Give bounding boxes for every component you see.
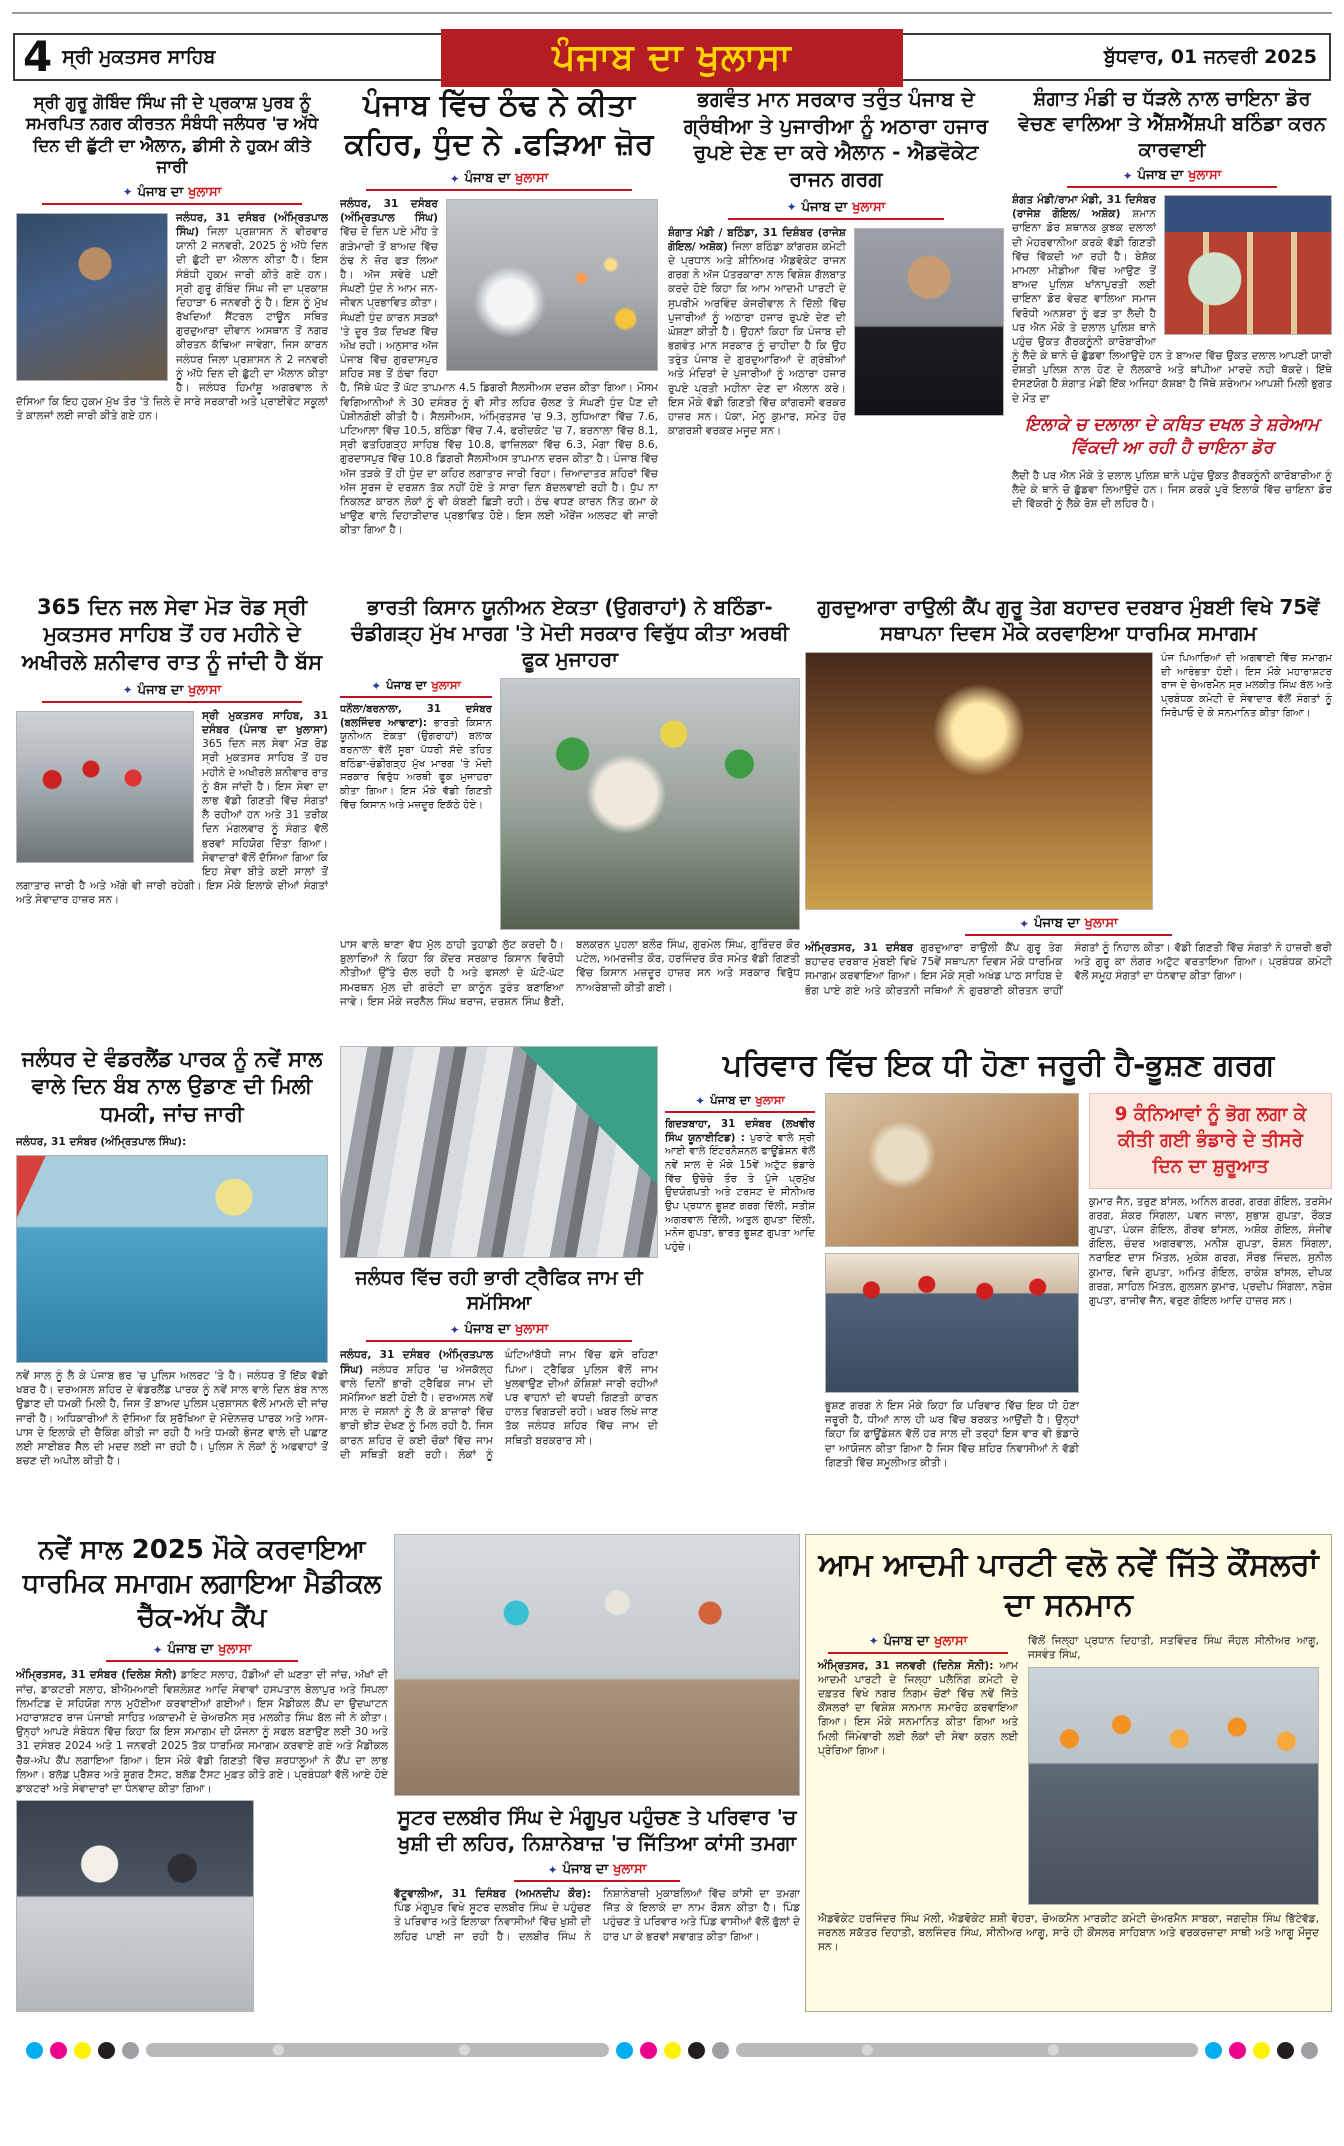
photo-family-ceremony	[825, 1093, 1079, 1247]
registration-dot-yellow	[664, 2042, 681, 2059]
registration-dot-gray	[1301, 2042, 1318, 2059]
article-headline: 365 ਦਿਨ ਜਲ ਸੇਵਾ ਮੋੜ ਰੋਡ ਸ੍ਰੀ ਮੁਕਤਸਰ ਸਾਹਿਬ ਤੋਂ ਹਰ ਮਹੀਨੇ ਦੇ ਅਖੀਰਲੇ ਸ਼ਨੀਵਾਰ ਰਾਤ ਨੂੰ ਜਾਂਦੀ ਹੈ ਬੱਸ	[21, 595, 323, 674]
body-text: ਨਵੇਂ ਸਾਲ ਨੂੰ ਲੈ ਕੇ ਪੰਜਾਬ ਭਰ 'ਚ ਪੁਲਿਸ ਅਲਰਟ 'ਤੇ ਹੈ। ਜਲੰਧਰ ਤੋਂ ਇੱਕ ਵੱਡੀ ਖਬਰ ਹੈ। ਦਰਅਸਲ ਸ਼ਹਿਰ ਦੇ ਵੰਡਰਲੈਂਡ ਪਾਰਕ ਨੂੰ ਨਵੇਂ ਸਾਲ ਵਾਲੇ ਦਿਨ ਬੰਬ ਨਾਲ ਉਡਾਣ ਦੀ ਧਮਕੀ ਮਿਲੀ ਹੈ, ਜਿਸ ਤੋਂ ਬਾਅਦ ਪੁਲਿਸ ਪ੍ਰਸ਼ਾਸਨ ਵੱਲੋਂ ਮਾਮਲੇ ਦੀ ਜਾਂਚ ਜਾਰੀ ਹੈ। ਅਧਿਕਾਰੀਆਂ ਨੇ ਦੱਸਿਆ ਕਿ ਸੁਰੱਖਿਆ ਦੇ ਮੱਦੇਨਜ਼ਰ ਪਾਰਕ ਅਤੇ ਆਸ-ਪਾਸ ਦੇ ਇਲਾਕੇ ਦੀ ਚੈਕਿੰਗ ਕੀਤੀ ਜਾ ਰਹੀ ਹੈ ਅਤੇ ਧਮਕੀ ਭੇਜਣ ਵਾਲੇ ਦੀ ਪਛਾਣ ਲਈ ਸਾਈਬਰ ਸੈੱਲ ਦੀ ਮਦਦ ਲਈ ਜਾ ਰਹੀ ਹੈ। ਪੁਲਿਸ ਨੇ ਲੋਕਾਂ ਨੂੰ ਅਫਵਾਹਾਂ ਤੋਂ ਬਚਣ ਦੀ ਅਪੀਲ ਕੀਤੀ ਹੈ।	[16, 1370, 328, 1468]
brand-star-icon: ✦	[547, 1862, 558, 1877]
photo-dc-official	[16, 213, 168, 381]
registration-bar	[736, 2043, 1199, 2057]
brand-name-red: ਖੁਲਾਸਾ	[431, 678, 461, 692]
brand-star-icon: ✦	[122, 683, 133, 698]
photo-china-dor-spools	[1164, 195, 1332, 335]
byline-brand	[514, 1862, 680, 1882]
photo-fog-traffic	[446, 199, 658, 371]
body-text-side: ਪੰਜ ਪਿਆਰਿਆਂ ਦੀ ਅਗਵਾਈ ਵਿੱਚ ਸਮਾਗਮ ਦੀ ਆਰੰਭਤਾ ਹੋਈ। ਇਸ ਮੌਕੇ ਮਹਾਰਾਸ਼ਟਰ ਰਾਜ ਦੇ ਚੇਅਰਮੈਨ ਸ੍ਰ ਮਲਕੀਤ ਸਿੰਘ ਬੱਲ ਅਤੇ ਪ੍ਰਬੰਧਕ ਕਮੇਟੀ ਦੇ ਸੇਵਾਦਾਰ ਵੱਲੋਂ ਸੰਗਤਾਂ ਨੂੰ ਸਿਰੋਪਾਓ ਦੇ ਕੇ ਸਨਮਾਨਿਤ ਕੀਤਾ ਗਿਆ।	[1161, 653, 1332, 719]
article-headline: ਭਗਵੰਤ ਮਾਨ ਸਰਕਾਰ ਤਰੁੰਤ ਪੰਜਾਬ ਦੇ ਗ੍ਰੰਥੀਆ ਤੇ ਪੁਜਾਰੀਆ ਨੂੰ ਅਠਾਰਾ ਹਜਾਰ ਰੁਪਏ ਦੇਣ ਦਾ ਕਰੇ ਐਲਾਨ - ਐਡਵੋਕੇਟ ਰਾਜਨ ਗਰਗ	[683, 87, 989, 191]
dateline: ਅੰਮ੍ਰਿਤਸਰ, 31 ਦਸੰਬਰ	[805, 942, 914, 954]
dateline: ਵੱਟੂਵਾਲੀਆ, 31 ਦਿਸੰਬਰ (ਅਮਨਦੀਪ ਕੌਰ):	[394, 1888, 591, 1900]
registration-dot-gray	[122, 2042, 139, 2059]
pull-quote: ਇਲਾਕੇ ਚ ਦਲਾਲਾ ਦੇ ਕਥਿਤ ਦਖਲ ਤੇ ਸ਼ਰੇਆਮ ਵਿੱਕਦੀ ਆ ਰਹੀ ਹੈ ਚਾਇਨਾ ਡੋਰ	[1025, 414, 1319, 459]
highlight-box	[1089, 1093, 1332, 1189]
body-text-bottom: ਗੁਰਦੁਆਰਾ ਰਾਉਲੀ ਕੈਂਪ ਗੁਰੂ ਤੇਗ ਬਹਾਦਰ ਦਰਬਾਰ ਮੁੰਬਈ ਵਿਖੇ 75ਵੇਂ ਸਥਾਪਨਾ ਦਿਵਸ ਮੌਕੇ ਧਾਰਮਿਕ ਸਮਾਗਮ ਕਰਵਾਇਆ ਗਿਆ। ਇਸ ਮੌਕੇ ਸ੍ਰੀ ਅਖੰਡ ਪਾਠ ਸਾਹਿਬ ਦੇ ਭੋਗ ਪਾਏ ਗਏ ਅਤੇ ਕੀਰਤਨੀ ਜਥਿਆਂ ਨੇ ਗੁਰਬਾਣੀ ਕੀਰਤਨ ਰਾਹੀਂ ਸੰਗਤਾਂ ਨੂੰ ਨਿਹਾਲ ਕੀਤਾ। ਵੱਡੀ ਗਿਣਤੀ ਵਿੱਚ ਸੰਗਤਾਂ ਨੇ ਹਾਜ਼ਰੀ ਭਰੀ ਅਤੇ ਗੁਰੂ ਕਾ ਲੰਗਰ ਅਟੁੱਟ ਵਰਤਾਇਆ ਗਿਆ। ਪ੍ਰਬੰਧਕ ਕਮੇਟੀ ਵੱਲੋਂ ਸਮੂਹ ਸੰਗਤਾਂ ਦਾ ਧੰਨਵਾਦ ਕੀਤਾ ਗਿਆ।	[805, 942, 1332, 997]
photo-shooter-family-group	[394, 1534, 800, 1796]
body-text: ਜਿਲਾ ਬਠਿੰਡਾ ਕਾਂਗਰਸ਼ ਕਮੇਟੀ ਦੇ ਪ੍ਰਧਾਨ ਅਤੇ ਸ਼ੀਨਿਅਰ ਐਡਵੋਕੇਟ ਰਾਜਨ ਗਰਗ ਨੇ ਅੱਜ ਪੱਤਰਕਾਰਾ ਨਾਲ ਵਿਸ਼ੇਸ਼ ਗੱਲਬਾਤ ਕਰਦੇ ਹੋਏ ਕਿਹਾ ਕਿ ਆਮ ਆਦਮੀ ਪਾਰਟੀ ਦੇ ਸੁਪਰੀਮੋ ਅਰਵਿੰਦ ਕੇਜਰੀਵਾਲ ਨੇ ਦਿੱਲੀ ਵਿੱਚ ਪੁਜਾਰੀਆਂ ਨੂੰ ਅਠਾਰਾ ਹਜਾਰ ਰੁਪਏ ਦੇਣ ਦੀ ਘੋਸ਼ਣਾ ਕੀਤੀ ਹੈ। ਉਹਨਾਂ ਕਿਹਾ ਕਿ ਪੰਜਾਬ ਦੀ ਭਗਵੰਤ ਮਾਨ ਸਰਕਾਰ ਨੂੰ ਚਾਹੀਦਾ ਹੈ ਕਿ ਉਹ ਤਰੁੰਤ ਪੰਜਾਬ ਦੇ ਗੁਰਦੁਆਰਿਆਂ ਦੇ ਗ੍ਰੰਥੀਆਂ ਅਤੇ ਮੰਦਿਰਾਂ ਦੇ ਪੁਜਾਰੀਆਂ ਨੂੰ ਅਠਾਰਾ ਹਜਾਰ ਰੁਪਏ ਪ੍ਰਤੀ ਮਹੀਨਾ ਦੇਣ ਦਾ ਐਲਾਨ ਕਰੇ। ਇਸ ਮੌਕੇ ਵੱਡੀ ਗਿਣਤੀ ਵਿੱਚ ਕਾਂਗਰਸੀ ਵਰਕਰ ਹਾਜ਼ਰ ਸਨ।	[668, 240, 846, 423]
article-cold-wave	[340, 86, 658, 584]
body-text: 365 ਦਿਨ ਜਲ ਸੇਵਾ ਮੋੜ ਰੋਡ ਸ੍ਰੀ ਮੁਕਤਸਰ ਸਾਹਿਬ ਤੋਂ ਹਰ ਮਹੀਨੇ ਦੇ ਅਖੀਰਲੇ ਸ਼ਨੀਵਾਰ ਰਾਤ ਨੂੰ ਬੱਸ ਜਾਂਦੀ ਹੈ। ਇਸ ਸੇਵਾ ਦਾ ਲਾਭ ਵੱਡੀ ਗਿਣਤੀ ਵਿੱਚ ਸੰਗਤਾਂ ਲੈ ਰਹੀਆਂ ਹਨ ਅਤੇ 31 ਤਰੀਕ ਦਿਨ ਮੰਗਲਵਾਰ ਨੂੰ ਸੰਗਤ ਵੱਲੋਂ ਭਰਵਾਂ ਸਹਿਯੋਗ ਦਿੱਤਾ ਗਿਆ। ਸੇਵਾਦਾਰਾਂ ਵੱਲੋਂ ਦੱਸਿਆ ਗਿਆ ਕਿ ਇਹ ਸੇਵਾ ਬੀਤੇ ਕਈ ਸਾਲਾਂ ਤੋਂ ਲਗਾਤਾਰ ਜਾਰੀ ਹੈ ਅਤੇ ਅੱਗੇ ਵੀ ਜਾਰੀ ਰਹੇਗੀ। ਇਸ ਮੌਕੇ ਇਲਾਕੇ ਦੀਆਂ ਸੰਗਤਾਂ ਅਤੇ ਸੇਵਾਦਾਰ ਹਾਜ਼ਰ ਸਨ।	[16, 738, 328, 907]
highlight-box-title: 9 ਕੰਨਿਆਵਾਂ ਨੂੰ ਭੋਗ ਲਗਾ ਕੇ ਕੀਤੀ ਗਈ ਭੰਡਾਰੇ ਦੇ ਤੀਸਰੇ ਦਿਨ ਦਾ ਸ਼ੁਰੂਆਤ	[1114, 1104, 1307, 1177]
brand-star-icon: ✦	[1122, 168, 1133, 183]
dateline: ਅੰਮ੍ਰਿਤਸਰ, 31 ਦਸੰਬਰ (ਦਿਲੇਸ਼ ਸੋਨੀ)	[16, 1669, 177, 1682]
brand-name-black: ਪੰਜਾਬ ਦਾ	[1137, 168, 1184, 184]
article-headline: ਜਲੰਧਰ ਵਿੱਚ ਰਹੀ ਭਾਰੀ ਟ੍ਰੈਫਿਕ ਜਾਮ ਦੀ ਸਮੱਸਿਆ	[355, 1267, 643, 1314]
article-headline: ਨਵੇਂ ਸਾਲ 2025 ਮੌਕੇ ਕਰਵਾਇਆ ਧਾਰਮਿਕ ਸਮਾਗਮ ਲਗਾਇਆ ਮੈਡੀਕਲ ਚੈੱਕ-ਅੱਪ ਕੈਂਪ	[22, 1535, 382, 1633]
dateline: ਸ਼ੰਗਾਤ ਮੰਡੀ / ਬਠਿੰਡਾ, 31 ਦਿਸ਼ੰਬਰ (ਰਾਜੇਸ਼ ਗੋਇਲ/ ਅਸ਼ੋਕ)	[668, 226, 846, 253]
brand-name-black: ਪੰਜਾਬ ਦਾ	[801, 199, 848, 215]
brand-name-red: ਖੁਲਾਸਾ	[755, 1093, 785, 1107]
body-text-left: ਭਾਰਤੀ ਕਿਸਾਨ ਯੂਨੀਅਨ ਏਕਤਾ (ਉਗਰਾਹਾਂ) ਬਲਾਕ ਬਰਨਾਲਾ ਵੱਲੋਂ ਸੂਬਾ ਪੱਧਰੀ ਸੱਦੇ ਤਹਿਤ ਬਠਿੰਡਾ-ਚੰਡੀਗੜ੍ਹ ਮੁੱਖ ਮਾਰਗ 'ਤੇ ਮੋਦੀ ਸਰਕਾਰ ਵਿਰੁੱਧ ਅਰਥੀ ਫੂਕ ਮੁਜਾਹਰਾ ਕੀਤਾ ਗਿਆ। ਇਸ ਮੌਕੇ ਵੱਡੀ ਗਿਣਤੀ ਵਿੱਚ ਕਿਸਾਨ ਅਤੇ ਮਜ਼ਦੂਰ ਇਕੱਠੇ ਹੋਏ।	[340, 717, 492, 811]
registration-dot-black	[1277, 2042, 1294, 2059]
photo-aap-councillors	[1028, 1667, 1319, 1905]
photo-medical-camp-group	[16, 1800, 254, 2012]
page-number: 4	[23, 32, 53, 82]
print-registration-marks	[26, 2040, 1318, 2060]
byline-brand	[665, 1093, 815, 1113]
brand-name-red: ਖੁਲਾਸਾ	[188, 682, 222, 698]
article-medical-camp	[16, 1534, 388, 2012]
body-text: ਜਿਲਾ ਪ੍ਰਸ਼ਾਸਨ ਨੇ ਵੀਰਵਾਰ ਯਾਨੀ 2 ਜਨਵਰੀ, 2025 ਨੂੰ ਅੱਧੇ ਦਿਨ ਦੀ ਛੁੱਟੀ ਦਾ ਐਲਾਨ ਕੀਤਾ ਹੈ। ਇਸ ਸੰਬੰਧੀ ਹੁਕਮ ਜਾਰੀ ਕੀਤੇ ਗਏ ਹਨ। ਸ੍ਰੀ ਗੁਰੂ ਗੋਬਿੰਦ ਸਿੰਘ ਜੀ ਦਾ ਪ੍ਰਕਾਸ਼ ਦਿਹਾੜਾ 6 ਜਨਵਰੀ ਨੂੰ ਹੈ। ਇਸ ਨੂੰ ਮੁੱਖ ਰੱਖਦਿਆਂ ਸੈਂਟਰਲ ਟਾਊਨ ਸਥਿਤ ਗੁਰਦੁਆਰਾ ਦੀਵਾਨ ਅਸਥਾਨ ਤੋਂ ਨਗਰ ਕੀਰਤਨ ਕੱਢਿਆ ਜਾਵੇਗਾ, ਜਿਸ ਕਾਰਨ ਜਲੰਧਰ ਜਿਲਾ ਪ੍ਰਸ਼ਾਸਨ ਨੇ 2 ਜਨਵਰੀ ਨੂੰ ਅੱਧੇ ਦਿਨ ਦੀ ਛੁੱਟੀ ਦਾ ਐਲਾਨ ਕੀਤਾ ਹੈ। ਜਲੰਧਰ ਹਿਮਾਂਸ਼ੂ ਅਗਰਵਾਲ ਨੇ ਦੱਸਿਆ ਕਿ ਇਹ ਹੁਕਮ ਮੁੱਖ ਤੌਰ 'ਤੇ ਜ਼ਿਲੇ ਦੇ ਸਾਰੇ ਸਰਕਾਰੀ ਅਤੇ ਪ੍ਰਾਈਵੇਟ ਸਕੂਲਾਂ ਤੇ ਕਾਲਜਾਂ ਲਈ ਜਾਰੀ ਕੀਤੇ ਗਏ ਹਨ।	[16, 225, 328, 423]
article-headline: ਭਾਰਤੀ ਕਿਸਾਨ ਯੂਨੀਅਨ ਏਕਤਾ (ਉਗਰਾਹਾਂ) ਨੇ ਬਠਿੰਡਾ-ਚੰਡੀਗੜ੍ਹ ਮੁੱਖ ਮਾਰਗ 'ਤੇ ਮੋਦੀ ਸਰਕਾਰ ਵਿਰੁੱਧ ਕੀਤਾ ਅਰਥੀ ਫੂਕ ਮੁਜਾਹਰਾ	[351, 595, 789, 671]
brand-name-red: ਖੁਲਾਸਾ	[852, 199, 886, 215]
body-text-bottom: ਐਡਵੋਕੇਟ ਹਰਜਿੰਦਰ ਸਿੰਘ ਮੱਲੀ, ਐਡਵੋਕੇਟ ਸ਼ਸ਼ੀ ਵੋਹਰਾ, ਚੋਅਕਮੈਨ ਮਾਰਕੀਟ ਕਮੇਟੀ ਚੇਅਰਮੈਨ ਸਾਬਕਾ, ਜਗਦੀਸ਼ ਸਿੰਘ ਭਿੱਟੇਵੱਡ, ਜਰਨਲ ਸਕੱਤਰ ਦਿਹਾਤੀ, ਬਲਜਿੰਦਰ ਸਿੰਘ, ਸੀਨੀਅਰ ਆਗੂ, ਸਾਰੇ ਹੀ ਕੌਂਸਲਰ ਸਾਹਿਬਾਨ ਅਤੇ ਵਰਕਰਜ਼ਾਦਾ ਸਾਥੀ ਅਤੇ ਆਗੂ ਮੌਜੂਦ ਸਨ।	[818, 1912, 1319, 1954]
brand-star-icon: ✦	[449, 1322, 460, 1337]
body-text-bottom: ਭੂਸ਼ਣ ਗਰਗ ਨੇ ਇਸ ਮੌਕੇ ਕਿਹਾ ਕਿ ਪਰਿਵਾਰ ਵਿੱਚ ਇਕ ਧੀ ਹੋਣਾ ਜਰੂਰੀ ਹੈ, ਧੀਆਂ ਨਾਲ ਹੀ ਘਰ ਵਿੱਚ ਬਰਕਤ ਆਉਂਦੀ ਹੈ। ਉਨ੍ਹਾਂ ਕਿਹਾ ਕਿ ਫਾਊਂਡੇਸ਼ਨ ਵੱਲੋਂ ਹਰ ਸਾਲ ਦੀ ਤਰ੍ਹਾਂ ਇਸ ਵਾਰ ਵੀ ਭੰਡਾਰੇ ਦਾ ਆਯੋਜਨ ਕੀਤਾ ਗਿਆ ਹੈ ਜਿਸ ਵਿੱਚ ਸ਼ਹਿਰ ਨਿਵਾਸੀਆਂ ਨੇ ਵੱਡੀ ਗਿਣਤੀ ਵਿੱਚ ਸ਼ਮੂਲੀਅਤ ਕੀਤੀ।	[825, 1400, 1079, 1469]
registration-dot-black	[98, 2042, 115, 2059]
brand-star-icon: ✦	[695, 1093, 706, 1108]
brand-star-icon: ✦	[449, 171, 460, 186]
registration-dot-cyan	[1205, 2042, 1222, 2059]
brand-name-red: ਖੁਲਾਸਾ	[218, 1642, 252, 1658]
body-text-left: ਪੁਰਾਣੇ ਵਾਲੇ ਸ੍ਰੀ ਆਈ ਵਾਲੇ ਇੰਟਰਨੈਸ਼ਨਲ ਫਾਊਂਡੇਸ਼ਨ ਵੱਲੋਂ ਨਵੇਂ ਸਾਲ ਦੇ ਮੌਕੇ 15ਵੇਂ ਅਟੁੱਟ ਭੰਡਾਰੇ ਵਿੱਚ ਉਚੇਚੇ ਤੌਰ ਤੇ ਪੁੱਜੇ ਪ੍ਰਮੁੱਖ ਉਦਯੋਗਪਤੀ ਅਤੇ ਟਰਸਟ ਦੇ ਸੀਨੀਅਰ ਉਪ ਪ੍ਰਧਾਨ ਭੂਸ਼ਣ ਗਰਗ ਦਿੱਲੀ, ਸਤੀਸ਼ ਅਗਰਵਾਲ ਦਿੱਲੀ, ਅਤੁਲ ਗੁਪਤਾ ਦਿੱਲੀ, ਮਨੋਜ ਗੁਪਤਾ, ਭਾਰਤ ਭੂਸ਼ਣ ਗੁਪਤਾ ਆਦਿ ਪਹੁੰਚੇ।	[665, 1132, 815, 1254]
article-headline: ਆਮ ਆਦਮੀ ਪਾਰਟੀ ਵਲੋ ਨਵੇਂ ਜਿੱਤੇ ਕੌਂਸਲਰਾਂ ਦਾ ਸਨਮਾਨ	[818, 1547, 1319, 1624]
body-text: ਸ਼ਮਾਨ ਚਾਇਨਾ ਡੋਰ ਸ਼ਥਾਨਕ ਕੁਝਕ ਦਲਾਲਾਂ ਦੀ ਮੇਹਰਵਾਨੀਆ ਕਰਕੇ ਵੱਡੀ ਗਿਣਤੀ ਵਿੱਚ ਵਿੱਕਦੀ ਆ ਰਹੀ ਹੈ। ਬੇਸ਼ੱਕ ਮਾਮਲਾ ਮੀਡੀਆ ਵਿੱਚ ਆਉਣ ਤੋਂ ਬਾਅਦ ਪੁਲਿਸ਼ ਖਾਂਨਾਪੁਰਤੀ ਲਈ ਚਾਇਨਾ ਡੋਰ ਵੇਚਣ ਵਾਲਿਆ ਸਮਾਜ ਵਿਰੋਧੀ ਅਨਸ਼ਰਾ ਨੂੰ ਫੜ ਤਾ ਲੈਦੀ ਹੈ ਪਰ ਐਨ ਮੌਕੇ ਤੇ ਦਲਾਲ ਪੁਲਿਸ਼ ਥਾਨੇ ਪਹੁੰਚ ਉਕਤ ਗੈਰਕਨੂੰਨੀ ਕਾਰੋਬਾਰੀਆ ਨੂੰ ਲੈਦੇ ਕੇ ਥਾਨੇ ਚੋ ਛੁੱਡਵਾ ਲਿਆਉਦੇ ਹਨ ਤੇ ਬਾਅਦ ਵਿੱਚ ਉਕਤ ਦਲਾਲ ਆਪਣੀ ਯਾਰੀ ਦੋਸ਼ਤੀ ਪੁਲਿਸ਼ ਨਾਲ ਹੋਣ ਦੇ ਲੱਲਕਾਰੇ ਅਤੇ ਥਾਂਪੀਆ ਮਾਰਦੇ ਨਹੀ ਥੱਕਦੇ। ਇੱਥੇ ਦੱਸਣਯੋਗ ਹੈ ਸ਼ੰਗਾਤ ਮੰਡੀ ਇੱਕ ਅਜਿਹਾ ਕੱਸ਼ਬਾ ਹੈ ਜਿੱਥੇ ਸ਼ਰੇਆਮ ਆਪਸ਼ੀ ਮਿਲੀ ਭੁਗਤ ਦੇ ਮੌਤ ਦਾ	[1012, 208, 1332, 405]
dateline: ਗਿਦੜਬਾਹਾ, 31 ਦਸੰਬਰ (ਲਖਵੀਰ ਸਿੰਘ ਯੂਨਾਈਟਿਡ) :	[665, 1119, 815, 1144]
dateline: ਜਲੰਧਰ, 31 ਦਸੰਬਰ (ਅੰਮ੍ਰਿਤਪਾਲ ਸਿੰਘ)	[340, 1349, 493, 1376]
article-gurdwara-mumbai	[805, 594, 1332, 1036]
brand-name-black: ਪੰਜਾਬ ਦਾ	[1034, 916, 1080, 931]
brand-star-icon: ✦	[868, 1634, 879, 1649]
dateline: ਜਲੰਧਰ, 31 ਦਸੰਬਰ (ਅੰਮ੍ਰਿਤਪਾਲ ਸਿੰਘ)	[176, 211, 328, 238]
newspaper-title-banner: ਪੰਜਾਬ ਦਾ ਖੁਲਾਸਾ	[441, 29, 903, 87]
byline-brand	[106, 1642, 298, 1662]
byline-brand	[42, 683, 302, 703]
registration-dot-black	[688, 2042, 705, 2059]
dateline: ਸ਼ੰਗਤ ਮੰਡੀ/ਰਾਮਾ ਮੰਡੀ, 31 ਦਿਸੰਬਰ (ਰਾਜੇਸ਼ ਗੋਇਲ/ ਅਸ਼ੋਕ)	[1012, 194, 1156, 221]
body-text-end: ਪੱਕਾ, ਮੋਨੂ ਕੁਮਾਰ, ਸਮੇਤ ਹੋਰ ਕਾਗਰਸ਼ੀ ਵਰਕਰ ਮਜੂਦ ਸਨ।	[668, 411, 846, 438]
photo-red-caps-group	[825, 1253, 1079, 1393]
body-text: ਜਲੰਧਰ ਸ਼ਹਿਰ 'ਚ ਅੱਜਕੱਲ੍ਹ ਵਾਲੇ ਦਿਨੀਂ ਭਾਰੀ ਟ੍ਰੈਫਿਕ ਜਾਮ ਦੀ ਸਮੱਸਿਆ ਬਣੀ ਹੋਈ ਹੈ। ਦਰਅਸਲ ਨਵੇਂ ਸਾਲ ਦੇ ਜਸ਼ਨਾਂ ਨੂੰ ਲੈ ਕੇ ਬਾਜ਼ਾਰਾਂ ਵਿੱਚ ਭਾਰੀ ਭੀੜ ਦੇਖਣ ਨੂੰ ਮਿਲ ਰਹੀ ਹੈ, ਜਿਸ ਕਾਰਨ ਸ਼ਹਿਰ ਦੇ ਕਈ ਚੌਕਾਂ ਵਿੱਚ ਜਾਮ ਦੀ ਸਥਿਤੀ ਬਣੀ ਰਹੀ। ਲੋਕਾਂ ਨੂੰ ਘੰਟਿਆਂਬੱਧੀ ਜਾਮ ਵਿੱਚ ਫਸੇ ਰਹਿਣਾ ਪਿਆ। ਟ੍ਰੈਫਿਕ ਪੁਲਿਸ ਵੱਲੋਂ ਜਾਮ ਖੁਲਵਾਉਣ ਦੀਆਂ ਕੋਸ਼ਿਸ਼ਾਂ ਜਾਰੀ ਰਹੀਆਂ ਪਰ ਵਾਹਨਾਂ ਦੀ ਵਧਦੀ ਗਿਣਤੀ ਕਾਰਨ ਹਾਲਤ ਵਿਗੜਦੀ ਰਹੀ। ਖਬਰ ਲਿਖੇ ਜਾਣ ਤੱਕ ਜਲੰਧਰ ਸ਼ਹਿਰ ਵਿੱਚ ਜਾਮ ਦੀ ਸਥਿਤੀ ਬਰਕਰਾਰ ਸੀ।	[340, 1349, 658, 1461]
brand-name-black: ਪੰਜਾਬ ਦਾ	[883, 1633, 930, 1649]
article-bomb-threat	[16, 1046, 328, 1528]
byline-brand	[965, 916, 1172, 936]
registration-dot-cyan	[26, 2042, 43, 2059]
brand-star-icon: ✦	[152, 1642, 163, 1657]
brand-name-red: ਖੁਲਾਸਾ	[934, 1633, 968, 1649]
body-text-bottom: ਲੈਦੀ ਹੈ ਪਰ ਐਨ ਮੌਕੇ ਤੇ ਦਲਾਲ ਪੁਲਿਸ਼ ਥਾਨੇ ਪਹੁੰਚ ਉਕਤ ਗੈਰਕਨੂੰਨੀ ਕਾਰੋਬਾਰੀਆ ਨੂੰ ਲੈਦੇ ਕੇ ਥਾਨੇ ਚੋ ਛੁੱਡਵਾ ਲਿਆਉਦੇ ਹਨ। ਜਿਸ ਕਰਕੇ ਪੂਰੇ ਇਲਾਕੇ ਵਿੱਚ ਚਾਇਨਾ ਡੋਰ ਦੀ ਵਿੱਕਰੀ ਨੂੰ ਲੈਕੇ ਰੋਸ਼ ਦੀ ਲਹਿਰ ਹੈ।	[1012, 470, 1332, 511]
brand-name-black: ਪੰਜਾਬ ਦਾ	[137, 184, 184, 200]
byline-brand	[366, 171, 632, 191]
top-rule	[12, 12, 1332, 14]
article-aap-honour	[805, 1534, 1332, 2012]
brand-star-icon: ✦	[371, 678, 382, 693]
byline-brand	[42, 185, 302, 205]
brand-name-black: ਪੰਜਾਬ ਦਾ	[137, 682, 184, 698]
registration-dot-yellow	[74, 2042, 91, 2059]
body-text-right: ਵਿੱਲੋਂ ਜਿਲ੍ਹਾ ਪ੍ਰਧਾਨ ਦਿਹਾਤੀ, ਸਤਵਿੰਦਰ ਸਿੰਘ ਜੌਹਲ ਸੀਨੀਅਰ ਆਗੂ, ਜਸਵੰਤ ਸਿੰਘ,	[1028, 1634, 1319, 1661]
article-headline: ਸੂਟਰ ਦਲਬੀਰ ਸਿੰਘ ਦੇ ਮੰਗੂਪੁਰ ਪਹੁੰਚਣ ਤੇ ਪਰਿਵਾਰ 'ਚ ਖੁਸ਼ੀ ਦੀ ਲਹਿਰ, ਨਿਸ਼ਾਨੇਬਾਜ਼ 'ਚ ਜਿੱਤਿਆ ਕਾਂਸੀ ਤਮਗਾ	[397, 1805, 797, 1855]
photo-traffic-jam	[340, 1046, 658, 1258]
brand-name-black: ਪੰਜਾਬ ਦਾ	[464, 171, 511, 186]
photo-farmer-protest	[500, 678, 800, 930]
registration-dot-cyan	[616, 2042, 633, 2059]
article-headline: ਜਲੰਧਰ ਦੇ ਵੰਡਰਲੈਂਡ ਪਾਰਕ ਨੂੰ ਨਵੇਂ ਸਾਲ ਵਾਲੇ ਦਿਨ ਬੰਬ ਨਾਲ ਉਡਾਣ ਦੀ ਮਿਲੀ ਧਮਕੀ, ਜਾਂਚ ਜਾਰੀ	[21, 1047, 323, 1126]
dateline: ਸ੍ਰੀ ਮੁਕਤਸਰ ਸਾਹਿਬ, 31 ਦਸੰਬਰ (ਪੰਜਾਬ ਦਾ ਖੁਲਾਸਾ)	[202, 709, 328, 737]
brand-name-red: ਖੁਲਾਸਾ	[515, 171, 549, 186]
article-rajan-garg	[668, 86, 1004, 584]
article-daughter-garg	[665, 1046, 1332, 1528]
article-headline: ਸ਼ੰਗਾਤ ਮੰਡੀ ਚ ਧੱੜਲੇ ਨਾਲ ਚਾਇਨਾ ਡੋਰ ਵੇਚਣ ਵਾਲਿਆ ਤੇ ਐੱਸ਼ਐੱਸ਼ਪੀ ਬਠਿੰਡਾ ਕਰਨ ਕਾਰਵਾਈ	[1018, 87, 1326, 161]
article-holiday	[16, 92, 328, 584]
registration-bar	[146, 2043, 609, 2057]
brand-star-icon: ✦	[786, 200, 797, 215]
article-bus-service	[16, 594, 328, 1036]
article-traffic-jam	[340, 1046, 658, 1528]
article-farmers-protest	[340, 594, 800, 1036]
dateline: ਅੰਮ੍ਰਿਤਸਰ, 31 ਜਨਵਰੀ (ਦਿਨੇਸ਼ ਸੋਨੀ):	[818, 1659, 994, 1672]
article-shooter	[394, 1534, 800, 2012]
article-china-dor	[1012, 86, 1332, 584]
body-text: ਡਾਇਟ ਸਲਾਹ, ਹੱਡੀਆਂ ਦੀ ਘਣਤਾ ਦੀ ਜਾਂਚ, ਅੱਖਾਂ ਦੀ ਜਾਂਚ, ਡਾਕਟਰੀ ਸਲਾਹ, ਬੀਐਮਆਈ ਵਿਸ਼ਲੇਸ਼ਣ ਆਦਿ ਸੇਵਾਵਾਂ ਹਸਪਤਾਲ ਬੇਲਾਪੁਰ ਅਤੇ ਸਿਪਲਾ ਲਿਮਟਿਡ ਦੇ ਸਹਿਯੋਗ ਨਾਲ ਮੁਹੱਈਆ ਕਰਵਾਈਆਂ ਗਈਆਂ। ਇਸ ਮੈਡੀਕਲ ਕੈਂਪ ਦਾ ਉਦਘਾਟਨ ਮਹਾਰਾਸ਼ਟਰ ਰਾਜ ਪੰਜਾਬੀ ਸਾਹਿਤ ਅਕਾਦਮੀ ਦੇ ਚੇਅਰਮੈਨ ਸ੍ਰ ਮਲਕੀਤ ਸਿੰਘ ਬੱਲ ਜੀ ਨੇ ਕੀਤਾ। ਉਨ੍ਹਾਂ ਆਪਣੇ ਸੰਬੋਧਨ ਵਿੱਚ ਕਿਹਾ ਕਿ ਇਸ ਸਮਾਗਮ ਦੀ ਯੋਜਨਾ ਨੂੰ ਸਫਲ ਬਣਾਉਣ ਲਈ 30 ਅਤੇ 31 ਦਸੰਬਰ 2024 ਅਤੇ 1 ਜਨਵਰੀ 2025 ਤੱਕ ਧਾਰਮਿਕ ਸਮਾਗਮ ਕਰਵਾਏ ਗਏ ਅਤੇ ਮੈਡੀਕਲ ਚੈੱਕ-ਅੱਪ ਕੈਂਪ ਲਗਾਇਆ ਗਿਆ। ਇਸ ਮੌਕੇ ਵੱਡੀ ਗਿਣਤੀ ਵਿੱਚ ਸ਼ਰਧਾਲੂਆਂ ਨੇ ਕੈਂਪ ਦਾ ਲਾਭ ਲਿਆ। ਬਲੱਡ ਪ੍ਰੈਸ਼ਰ ਅਤੇ ਸ਼ੂਗਰ ਟੈਸਟ, ਬਲੱਡ ਟੈਸਟ ਮੁਫ਼ਤ ਕੀਤੇ ਗਏ। ਪ੍ਰਬੰਧਕਾਂ ਵੱਲੋਂ ਆਏ ਹੋਏ ਡਾਕਟਰਾਂ ਅਤੇ ਸੇਵਾਦਾਰਾਂ ਦਾ ਧੰਨਵਾਦ ਕੀਤਾ ਗਿਆ।	[16, 1669, 388, 1795]
byline-brand	[1067, 168, 1277, 188]
byline-brand	[366, 1322, 632, 1342]
brand-name-black: ਪੰਜਾਬ ਦਾ	[710, 1093, 751, 1107]
brand-star-icon: ✦	[1019, 916, 1030, 931]
article-headline: ਸ੍ਰੀ ਗੁਰੂ ਗੋਬਿੰਦ ਸਿੰਘ ਜੀ ਦੇ ਪ੍ਰਕਾਸ਼ ਪੁਰਬ ਨੂੰ ਸਮਰਪਿਤ ਨਗਰ ਕੀਰਤਨ ਸੰਬੰਧੀ ਜਲੰਧਰ 'ਚ ਅੱਧੇ ਦਿਨ ਦੀ ਛੁੱਟੀ ਦਾ ਐਲਾਨ, ਡੀਸੀ ਨੇ ਹੁਕਮ ਕੀਤੇ ਜਾਰੀ	[25, 93, 319, 177]
registration-dot-yellow	[1253, 2042, 1270, 2059]
brand-name-red: ਖੁਲਾਸਾ	[613, 1862, 647, 1877]
photo-waterpark	[16, 1155, 328, 1363]
dateline: ਧਨੌਲਾ/ਬਰਨਾਲਾ, 31 ਦਸੰਬਰ (ਬਲਜਿੰਦਰ ਆਢਾਣਾ):	[340, 704, 492, 729]
brand-name-black: ਪੰਜਾਬ ਦਾ	[464, 1322, 511, 1338]
byline-brand	[828, 1634, 1008, 1654]
brand-name-black: ਪੰਜਾਬ ਦਾ	[167, 1642, 214, 1658]
brand-name-red: ਖੁਲਾਸਾ	[515, 1322, 549, 1338]
brand-name-red: ਖੁਲਾਸਾ	[1084, 916, 1118, 931]
photo-gurdwara-hall	[805, 652, 1153, 910]
photo-advocate-portrait	[854, 228, 1004, 416]
registration-dot-gray	[712, 2042, 729, 2059]
article-headline: ਗੁਰਦੁਆਰਾ ਰਾਉਲੀ ਕੈਂਪ ਗੁਰੂ ਤੇਗ ਬਹਾਦਰ ਦਰਬਾਰ ਮੁੰਬਈ ਵਿਖੇ 75ਵੇਂ ਸਥਾਪਨਾ ਦਿਵਸ ਮੌਕੇ ਕਰਵਾਇਆ ਧਾਰਮਿਕ ਸਮਾਗਮ	[817, 595, 1320, 645]
article-headline: ਪੰਜਾਬ ਵਿੱਚ ਠੰਢ ਨੇ ਕੀਤਾ ਕਹਿਰ, ਧੁੰਦ ਨੇ .ਫੜਿਆ ਜ਼ੋਰ	[344, 88, 654, 162]
names-list: ਕੁਮਾਰ ਜੈਨ, ਤਰੁਣ ਬਾਂਸਲ, ਅਨਿਲ ਗਰਗ, ਗਰਗ ਗੋਇਲ, ਤਰਸੇਮ ਗਰਗ, ਸ਼ੰਕਰ ਸਿੰਗਲਾ, ਪਵਨ ਜਾਲਾ, ਸੁਭਾਸ਼ ਗੁਪਤਾ, ਰੌਕੜ ਗੁਪਤਾ, ਪੰਕਜ ਗੋਇਲ, ਗੌਰਵ ਬਾਂਸਲ, ਅਸ਼ੋਕ ਗੋਇਲ, ਸੰਜੀਵ ਗੋਇਲ, ਚੰਦਰ ਅਗਰਵਾਲ, ਮਨੀਸ਼ ਗੁਪਤਾ, ਰੋਸ਼ਨ ਸਿੰਗਲਾ, ਨਰਾਇਣ ਦਾਸ ਮਿੱਤਲ, ਮੁਕੇਸ਼ ਗਰਗ, ਸੌਰਭ ਜਿੰਦਲ, ਸੁਨੀਲ ਕੁਮਾਰ, ਵਿਜੇ ਗੁਪਤਾ, ਅਮਿਤ ਗੋਇਲ, ਰਾਕੇਸ਼ ਬਾਂਸਲ, ਦੀਪਕ ਗਰਗ, ਸਾਹਿਲ ਮਿੱਤਲ, ਗੁਲਸ਼ਨ ਕੁਮਾਰ, ਪ੍ਰਦੀਪ ਸਿੰਗਲਾ, ਨਰੇਸ਼ ਗੁਪਤਾ, ਰਾਜੀਵ ਜੈਨ, ਵਰੁਣ ਗੋਇਲ ਆਦਿ ਹਾਜ਼ਰ ਸਨ।	[1089, 1195, 1332, 1307]
body-text: ਵਿੱਚ ਦੋ ਦਿਨ ਪਏ ਮੀਂਹ ਤੇ ਗੜੇਮਾਰੀ ਤੋਂ ਬਾਅਦ ਵਿੱਚ ਠੰਢ ਨੇ ਜ਼ੋਰ ਫੜ ਲਿਆ ਹੈ। ਅੱਜ ਸਵੇਰੇ ਪਈ ਸੰਘਣੀ ਧੁੰਦ ਨੇ ਆਮ ਜਨ-ਜੀਵਨ ਪ੍ਰਭਾਵਿਤ ਕੀਤਾ। ਸੰਘਣੀ ਧੁੰਦ ਕਾਰਨ ਸੜਕਾਂ 'ਤੇ ਦੂਰ ਤੱਕ ਦਿਖਣ ਵਿੱਚ ਔਖ ਰਹੀ। ਅਨੁਸਾਰ ਅੱਜ ਪੰਜਾਬ ਵਿੱਚ ਗੁਰਦਾਸਪੁਰ ਸ਼ਹਿਰ ਸਭ ਤੋਂ ਠੰਢਾ ਰਿਹਾ ਹੈ, ਜਿੱਥੇ ਘੱਟ ਤੋਂ ਘੱਟ ਤਾਪਮਾਨ 4.5 ਡਿਗਰੀ ਸੈਲਸੀਅਸ ਦਰਜ ਕੀਤਾ ਗਿਆ। ਮੌਸਮ ਵਿਗਿਆਨੀਆਂ ਨੇ 30 ਦਸੰਬਰ ਨੂੰ ਵੀ ਸੀਤ ਲਹਿਰ ਚੱਲਣ ਤੇ ਸੰਘਣੀ ਧੁੰਦ ਪੈਣ ਦੀ ਪੇਸ਼ੀਨਗੋਈ ਕੀਤੀ ਹੈ। ਸੈਲਸੀਅਸ, ਅੰਮ੍ਰਿਤਸਰ 'ਚ 9.3, ਲੁਧਿਆਣਾ ਵਿੱਚ 7.6, ਪਟਿਆਲਾ ਵਿੱਚ 10.5, ਬਠਿੰਡਾ ਵਿੱਚ 7.4, ਫਰੀਦਕੋਟ 'ਚ 7, ਬਰਨਾਲਾ ਵਿੱਚ 8.1, ਸ੍ਰੀ ਫਤਹਿਗੜ੍ਹ ਸਾਹਿਬ ਵਿੱਚ 10.8, ਫਾਜ਼ਿਲਕਾ ਵਿੱਚ 6.3, ਮੋਗਾ ਵਿੱਚ 8.6, ਗੁਰਦਾਸਪੁਰ ਵਿੱਚ 10.8 ਡਿਗਰੀ ਸੈਲਸੀਅਸ ਤਾਪਮਾਨ ਦਰਜ ਕੀਤਾ ਹੈ। ਪੰਜਾਬ ਵਿੱਚ ਅੱਜ ਤੜਕੇ ਤੋਂ ਹੀ ਧੁੰਦ ਦਾ ਕਹਿਰ ਲਗਾਤਾਰ ਜਾਰੀ ਰਿਹਾ। ਜ਼ਿਆਦਾਤਰ ਸ਼ਹਿਰਾਂ ਵਿੱਚ ਅੱਜ ਸੂਰਜ ਦੇ ਦਰਸ਼ਨ ਤੱਕ ਨਹੀਂ ਹੋਏ ਤੇ ਸਾਰਾ ਦਿਨ ਬੱਦਲਵਾਈ ਰਹੀ ਹੈ। ਧੁੱਪ ਨਾ ਨਿਕਲਣ ਕਾਰਨ ਲੋਕਾਂ ਨੂੰ ਵੀ ਕੰਬਣੀ ਛਿੜੀ ਰਹੀ। ਠੰਢ ਵਧਣ ਕਾਰਨ ਨਿੱਤ ਕਮਾ ਕੇ ਖਾਉਣ ਵਾਲੇ ਦਿਹਾੜੀਦਾਰ ਪ੍ਰਭਾਵਿਤ ਹੋਏ। ਇਸ ਲਈ ਔਰੇਂਜ ਅਲਰਟ ਵੀ ਜਾਰੀ ਕੀਤਾ ਗਿਆ ਹੈ।	[340, 226, 658, 537]
dateline: ਜਲੰਧਰ, 31 ਦਸੰਬਰ (ਅੰਮ੍ਰਿਤਪਾਲ ਸਿੰਘ)	[340, 198, 438, 225]
edition-name: ਸ੍ਰੀ ਮੁਕਤਸਰ ਸਾਹਿਬ	[62, 46, 216, 68]
photo-sangat-bus	[16, 711, 194, 863]
brand-star-icon: ✦	[122, 185, 133, 200]
issue-date: ਬੁੱਧਵਾਰ, 01 ਜਨਵਰੀ 2025	[1104, 46, 1317, 68]
byline-brand	[340, 678, 492, 698]
article-headline: ਪਰਿਵਾਰ ਵਿੱਚ ਇਕ ਧੀ ਹੋਣਾ ਜਰੂਰੀ ਹੈ-ਭੂਸ਼ਣ ਗਰਗ	[722, 1048, 1275, 1083]
dateline: ਜਲੰਧਰ, 31 ਦਸੰਬਰ (ਅੰਮ੍ਰਿਤਪਾਲ ਸਿੰਘ):	[16, 1135, 187, 1148]
byline-brand	[728, 200, 944, 220]
brand-name-red: ਖੁਲਾਸਾ	[1188, 168, 1222, 184]
brand-name-black: ਪੰਜਾਬ ਦਾ	[386, 678, 427, 692]
body-text-bottom: ਪਾਸ ਵਾਲੇ ਥਾਣਾ ਵੱਧ ਮੁੱਲ ਠਾਹੀ ਤੁਹਾਡੀ ਲੁੱਟ ਕਰਦੀ ਹੈ। ਬੁਲਾਰਿਆਂ ਨੇ ਕਿਹਾ ਕਿ ਕੇਂਦਰ ਸਰਕਾਰ ਕਿਸਾਨ ਵਿਰੋਧੀ ਨੀਤੀਆਂ ਉੱਤੇ ਚੱਲ ਰਹੀ ਹੈ ਅਤੇ ਫਸਲਾਂ ਦੇ ਘੱਟੋ-ਘੱਟ ਸਮਰਥਨ ਮੁੱਲ ਦੀ ਗਰੰਟੀ ਦਾ ਕਾਨੂੰਨ ਤੁਰੰਤ ਬਣਾਇਆ ਜਾਵੇ। ਇਸ ਮੌਕੇ ਜਰਨੈਲ ਸਿੰਘ ਥਰਾਜ, ਦਰਸ਼ਨ ਸਿੰਘ ਭੈਣੀ, ਬਲਕਰਨ ਪੁਹਲਾ ਬਲੌਰ ਸਿੰਘ, ਗੁਰਮੇਲ ਸਿੰਘ, ਗੁਰਿੰਦਰ ਕੌਰ ਪਟੇਲ, ਅਮਰਜੀਤ ਕੌਰ, ਹਰਜਿੰਦਰ ਕੌਰ ਸਮੇਤ ਵੱਡੀ ਗਿਣਤੀ ਵਿੱਚ ਕਿਸਾਨ ਮਜ਼ਦੂਰ ਹਾਜ਼ਰ ਸਨ ਅਤੇ ਸਰਕਾਰ ਵਿਰੁੱਧ ਨਾਅਰੇਬਾਜ਼ੀ ਕੀਤੀ ਗਈ।	[340, 939, 800, 1008]
brand-name-black: ਪੰਜਾਬ ਦਾ	[562, 1862, 609, 1877]
registration-dot-magenta	[640, 2042, 657, 2059]
masthead	[13, 33, 1331, 81]
body-text-left: ਆਮ ਆਦਮੀ ਪਾਰਟੀ ਦੇ ਜਿਲ੍ਹਾ ਪਲੈਨਿੰਗ ਕਮੇਟੀ ਦੇ ਦਫ਼ਤਰ ਵਿਖੇ ਨਗਰ ਨਿਗਮ ਚੋਣਾਂ ਵਿੱਚ ਨਵੇਂ ਜਿੱਤੇ ਕੌਂਸਲਰਾਂ ਦਾ ਵਿਸ਼ੇਸ਼ ਸਨਮਾਨ ਸਮਾਰੋਹ ਕਰਵਾਇਆ ਗਿਆ। ਇਸ ਮੌਕੇ ਸਨਮਾਨਿਤ ਕੀਤਾ ਗਿਆ ਅਤੇ ਮਿਲੀ ਜਿੰਮੇਵਾਰੀ ਲਈ ਲੋਕਾਂ ਦੀ ਸੇਵਾ ਕਰਨ ਲਈ ਪ੍ਰੇਰਿਆ ਗਿਆ।	[818, 1659, 1019, 1757]
brand-name-red: ਖੁਲਾਸਾ	[188, 184, 222, 200]
registration-dot-magenta	[1229, 2042, 1246, 2059]
registration-dot-magenta	[50, 2042, 67, 2059]
body-text: ਪਿੰਡ ਮੰਗੂਪੁਰ ਵਿਖੇ ਸੂਟਰ ਦਲਬੀਰ ਸਿੰਘ ਦੇ ਪਹੁੰਚਣ ਤੇ ਪਰਿਵਾਰ ਅਤੇ ਇਲਾਕਾ ਨਿਵਾਸੀਆਂ ਵਿੱਚ ਖੁਸ਼ੀ ਦੀ ਲਹਿਰ ਪਾਈ ਜਾ ਰਹੀ ਹੈ। ਦਲਬੀਰ ਸਿੰਘ ਨੇ ਨਿਸ਼ਾਨੇਬਾਜ਼ੀ ਮੁਕਾਬਲਿਆਂ ਵਿੱਚ ਕਾਂਸੀ ਦਾ ਤਮਗਾ ਜਿੱਤ ਕੇ ਇਲਾਕੇ ਦਾ ਨਾਮ ਰੌਸ਼ਨ ਕੀਤਾ ਹੈ। ਪਿੰਡ ਪਹੁੰਚਣ ਤੇ ਪਰਿਵਾਰ ਅਤੇ ਪਿੰਡ ਵਾਸੀਆਂ ਵੱਲੋਂ ਫੁੱਲਾਂ ਦੇ ਹਾਰ ਪਾ ਕੇ ਭਰਵਾਂ ਸਵਾਗਤ ਕੀਤਾ ਗਿਆ।	[394, 1888, 800, 1943]
